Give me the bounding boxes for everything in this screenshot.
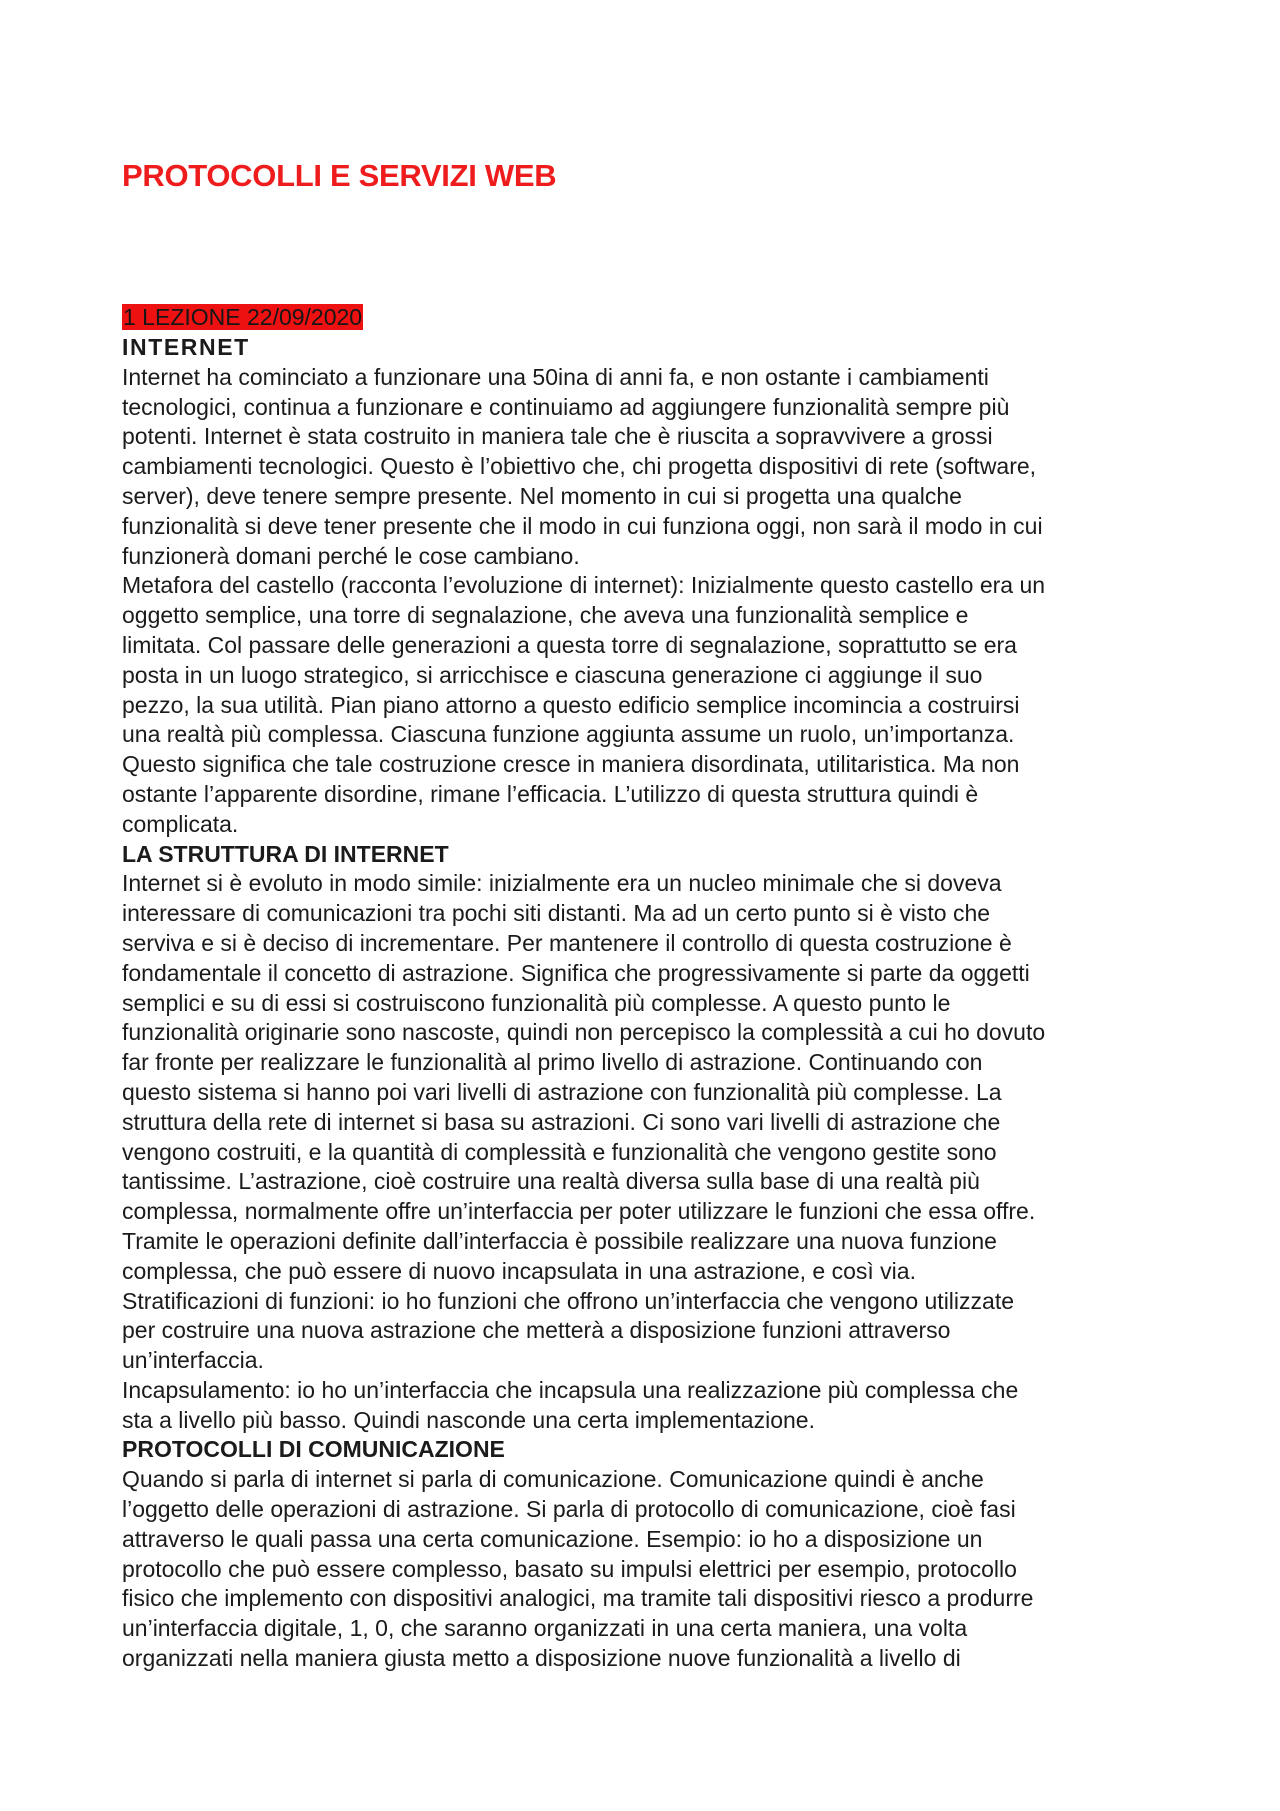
paragraph-function-layering: Stratificazioni di funzioni: io ho funzioni che offrono un’interfaccia che vengono utilizzate per costruire una nuova astrazione che metterà a disposizione funzioni attraverso un’interfaccia. bbox=[122, 1287, 1015, 1374]
section-heading-communication-protocols: PROTOCOLLI DI COMUNICAZIONE bbox=[122, 1436, 505, 1463]
section-heading-internet: INTERNET bbox=[122, 334, 250, 360]
document-body bbox=[122, 303, 1167, 1674]
section-heading-internet-structure: LA STRUTTURA DI INTERNET bbox=[122, 840, 449, 867]
paragraph-castle-metaphor: Metafora del castello (racconta l’evoluzione di internet): Inizialmente questo castello era un oggetto semplice, una torre di segnalazione, che aveva una funzionalità semplice e limitata. Col passare delle generazioni a questa torre di segnalazione, soprattutto se era posta in un luogo strategico, si arricchisce e ciascuna generazione ci aggiunge il suo pezzo, la sua utilità. Pian piano attorno a questo edificio semplice incomincia a costruirsi una realtà più complessa. Ciascuna funzione aggiunta assume un ruolo, un’importanza. Questo significa che tale costruzione cresce in maniera disordinata, utilitaristica. Ma non ostante l’apparente disordine, rimane l’efficacia. L’utilizzo di questa struttura quindi è complicata. bbox=[122, 572, 1046, 837]
lesson-date-highlight: 1 LEZIONE 22/09/2020 bbox=[123, 304, 363, 330]
paragraph-internet-intro: Internet ha cominciato a funzionare una 50ina di anni fa, e non ostante i cambiamenti tecnologici, continua a funzionare e continuiamo ad aggiungere funzionalità sempre più potenti. Internet è stata costruito in maniera tale che è riuscita a sopravvivere a grossi cambiamenti tecnologici. Questo è l’obiettivo che, chi progetta dispositivi di rete (software, server), deve tenere sempre presente. Nel momento in cui si progetta una qualche funzionalità si deve tener presente che il modo in cui funziona oggi, non sarà il modo in cui funzionerà domani perché le cose cambiano. bbox=[122, 363, 1043, 569]
paragraph-abstraction: Internet si è evoluto in modo simile: inizialmente era un nucleo minimale che si doveva interessare di comunicazioni tra pochi siti distanti. Ma ad un certo punto si è visto che serviva e si è deciso di incrementare. Per mantenere il controllo di questa costruzione è fondamentale il concetto di astrazione. Significa che progressivamente si parte da oggetti semplici e su di essi si costruiscono funzionalità più complesse. A questo punto le funzionalità originarie sono nascoste, quindi non percepisco la complessità a cui ho dovuto far fronte per realizzare le funzionalità al primo livello di astrazione. Continuando con questo sistema si hanno poi vari livelli di astrazione con funzionalità più complesse. La struttura della rete di internet si basa su astrazioni. Ci sono vari livelli di astrazione che vengono costruiti, e la quantità di complessità e funzionalità che vengono gestite sono tantissime. L’astrazione, cioè costruire una realtà diversa sulla base di una realtà più complessa, normalmente offre un’interfaccia per poter utilizzare le funzioni che essa offre. Tramite le operazioni definite dall’interfaccia è possibile realizzare una nuova funzione complessa, che può essere di nuovo incapsulata in una astrazione, e così via. bbox=[122, 870, 1046, 1284]
paragraph-encapsulation: Incapsulamento: io ho un’interfaccia che incapsula una realizzazione più complessa che sta a livello più basso. Quindi nasconde una certa implementazione. bbox=[122, 1376, 1019, 1433]
lesson-line bbox=[122, 303, 1167, 333]
document-title: PROTOCOLLI E SERVIZI WEB bbox=[122, 158, 557, 193]
paragraph-communication-protocols: Quando si parla di internet si parla di comunicazione. Comunicazione quindi è anche l’oggetto delle operazioni di astrazione. Si parla di protocollo di comunicazione, cioè fasi attraverso le quali passa una certa comunicazione. Esempio: io ho a disposizione un protocollo che può essere complesso, basato su impulsi elettrici per esempio, protocollo fisico che implemento con dispositivi analogici, ma tramite tali dispositivi riesco a produrre un’interfaccia digitale, 1, 0, che saranno organizzati in una certa maniera, una volta organizzati nella maniera giusta metto a disposizione nuove funzionalità a livello di bbox=[122, 1466, 1034, 1672]
